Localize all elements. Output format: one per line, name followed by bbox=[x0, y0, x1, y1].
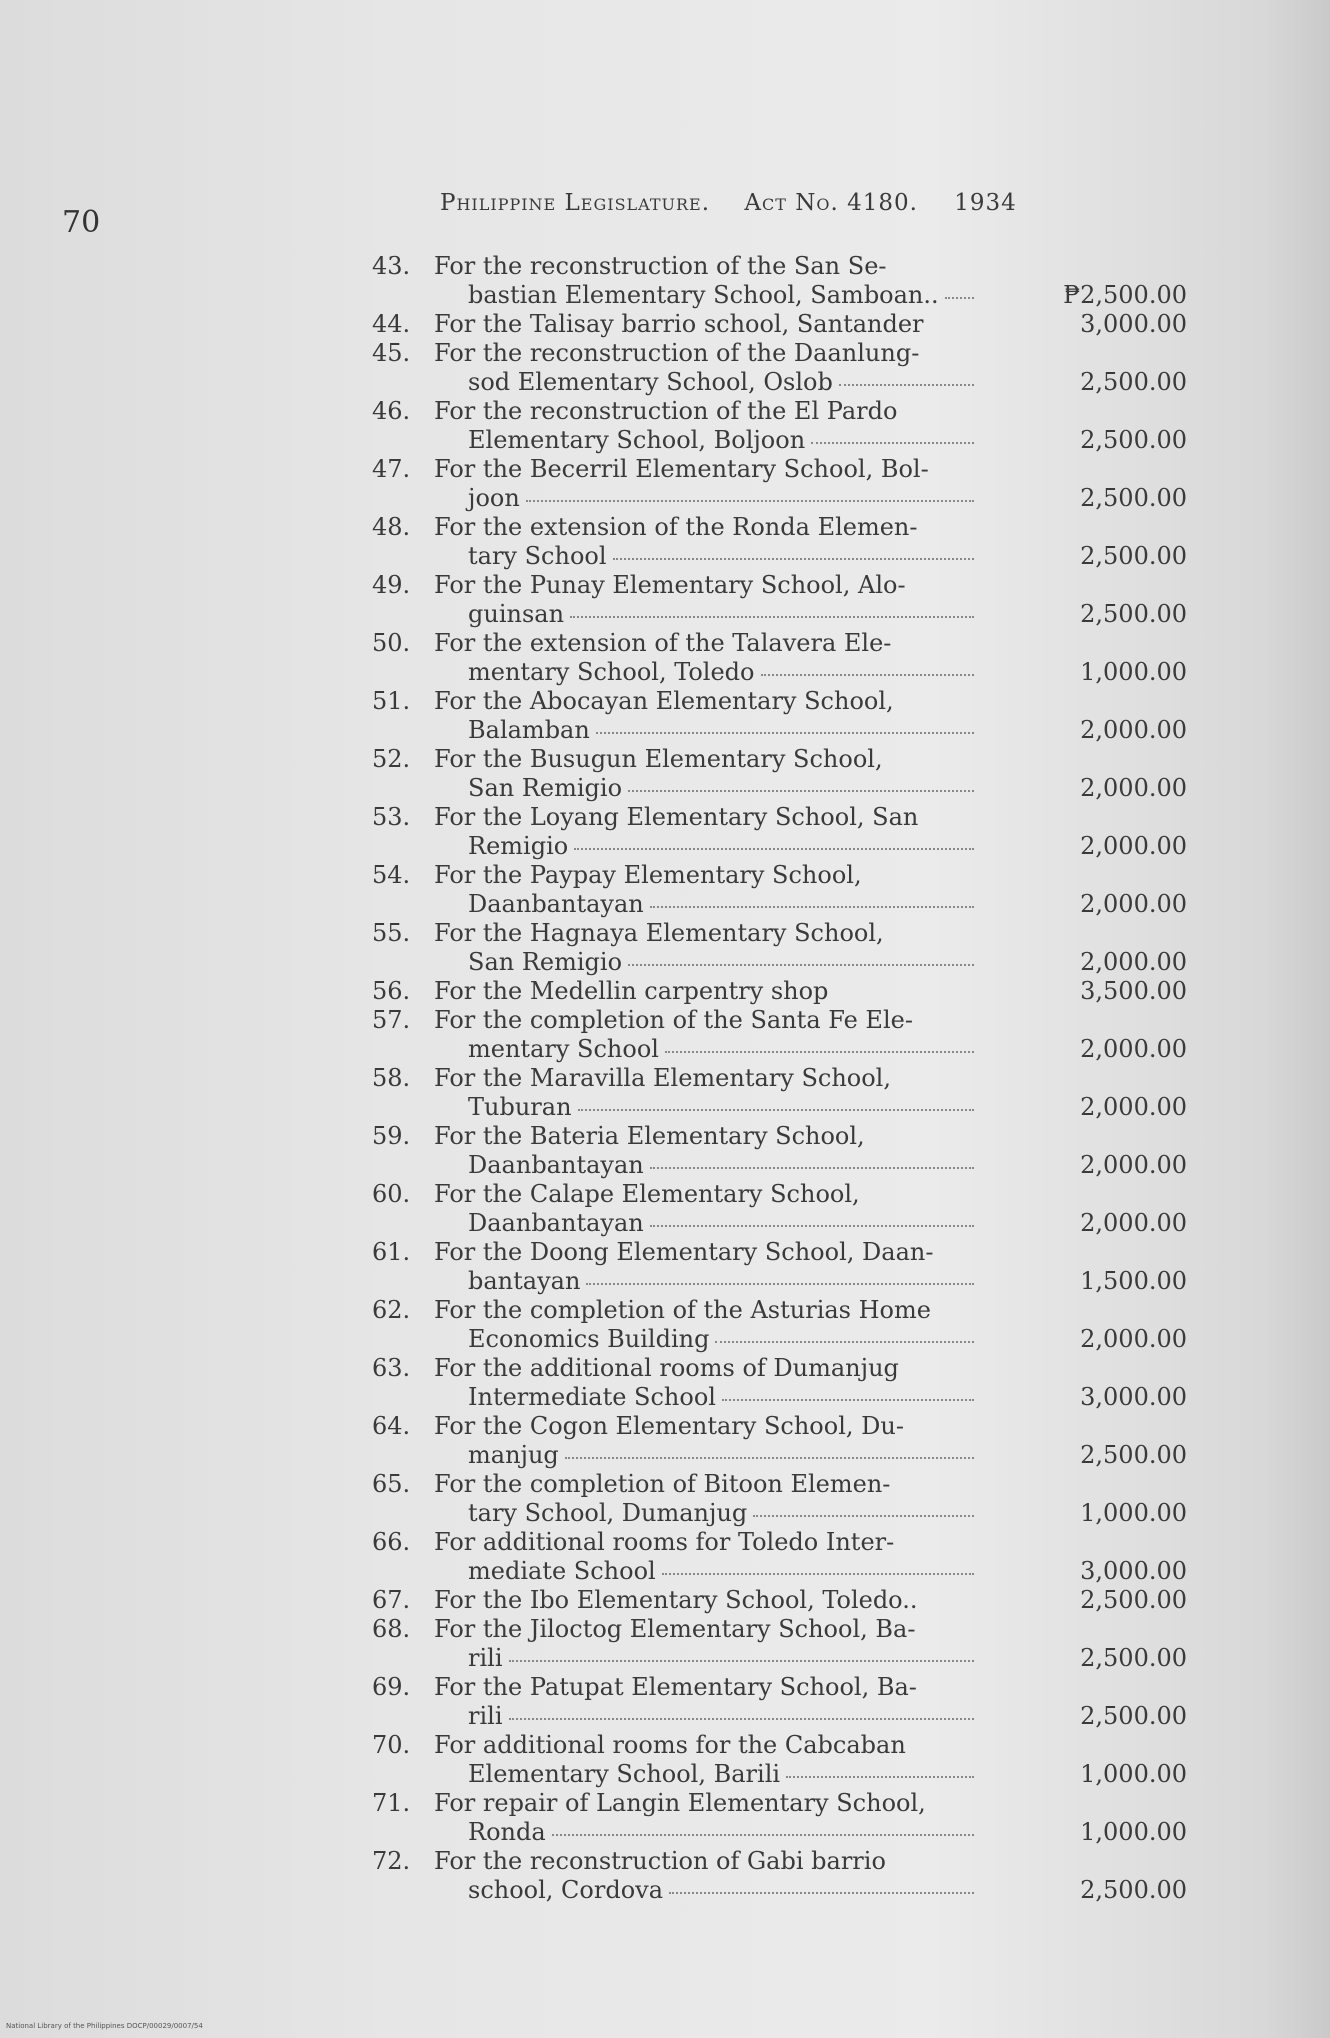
item-description bbox=[372, 1006, 982, 1064]
item-amount: 1,000.00 bbox=[1080, 1760, 1187, 1788]
item-text-line1: For the reconstruction of the El Pardo bbox=[434, 397, 898, 425]
item-number: 69. bbox=[372, 1673, 411, 1701]
item-number: 50. bbox=[372, 629, 411, 657]
item-text-line2: Daanbantayan bbox=[468, 890, 644, 918]
item-text-line1: For the Becerril Elementary School, Bol- bbox=[434, 455, 929, 483]
item-description bbox=[372, 571, 982, 629]
item-text-line1: For repair of Langin Elementary School, bbox=[434, 1789, 926, 1817]
item-amount: 2,000.00 bbox=[1080, 1035, 1187, 1063]
item-number: 61. bbox=[372, 1238, 411, 1266]
item-text-line2: bantayan bbox=[468, 1267, 581, 1295]
item-amount: 3,500.00 bbox=[1080, 977, 1187, 1005]
item-number: 62. bbox=[372, 1296, 411, 1324]
item-text-line2: tary School bbox=[468, 542, 607, 570]
item-number: 71. bbox=[372, 1789, 411, 1817]
item-amount: 2,500.00 bbox=[1080, 1586, 1187, 1614]
item-description bbox=[372, 339, 982, 397]
leader-dots bbox=[715, 1341, 974, 1343]
list-item bbox=[372, 1673, 1187, 1731]
item-description bbox=[372, 1615, 982, 1673]
item-text-line2: Balamban bbox=[468, 716, 590, 744]
item-amount: 2,500.00 bbox=[1080, 600, 1187, 628]
list-item bbox=[372, 629, 1187, 687]
item-description bbox=[372, 1064, 982, 1122]
item-description bbox=[372, 1673, 982, 1731]
item-text-line2: Elementary School, Boljoon bbox=[468, 426, 806, 454]
item-number: 51. bbox=[372, 687, 411, 715]
list-item bbox=[372, 803, 1187, 861]
leader-dots bbox=[669, 1892, 974, 1894]
leader-dots bbox=[650, 906, 974, 908]
item-text-line2: rili bbox=[468, 1644, 503, 1672]
item-description bbox=[372, 1238, 982, 1296]
item-text-line1: For additional rooms for Toledo Inter- bbox=[434, 1528, 895, 1556]
item-amount: 2,000.00 bbox=[1080, 1325, 1187, 1353]
item-amount: 2,500.00 bbox=[1080, 542, 1187, 570]
leader-dots bbox=[570, 616, 974, 618]
list-item bbox=[372, 1180, 1187, 1238]
item-amount: 2,000.00 bbox=[1080, 774, 1187, 802]
item-number: 46. bbox=[372, 397, 411, 425]
leader-dots bbox=[578, 1109, 974, 1111]
appropriation-list bbox=[372, 252, 1187, 1905]
item-amount: 2,000.00 bbox=[1080, 1151, 1187, 1179]
item-text-line1: For the Patupat Elementary School, Ba- bbox=[434, 1673, 917, 1701]
item-number: 58. bbox=[372, 1064, 411, 1092]
item-text-line2: Ronda bbox=[468, 1818, 546, 1846]
item-description bbox=[372, 1847, 982, 1905]
item-number: 52. bbox=[372, 745, 411, 773]
item-amount: 2,500.00 bbox=[1080, 1876, 1187, 1904]
list-item bbox=[372, 397, 1187, 455]
item-number: 59. bbox=[372, 1122, 411, 1150]
item-description bbox=[372, 397, 982, 455]
item-number: 45. bbox=[372, 339, 411, 367]
list-item bbox=[372, 1470, 1187, 1528]
item-text-line1: For the reconstruction of Gabi barrio bbox=[434, 1847, 886, 1875]
item-text-line1: For the Abocayan Elementary School, bbox=[434, 687, 894, 715]
list-item bbox=[372, 1006, 1187, 1064]
item-number: 56. bbox=[372, 977, 411, 1005]
leader-dots bbox=[811, 442, 974, 444]
item-description bbox=[372, 455, 982, 513]
item-number: 57. bbox=[372, 1006, 411, 1034]
item-description bbox=[372, 1354, 982, 1412]
item-description bbox=[372, 1731, 982, 1789]
leader-dots bbox=[509, 1718, 974, 1720]
item-text-line2: San Remigio bbox=[468, 774, 623, 802]
item-amount: 2,000.00 bbox=[1080, 1093, 1187, 1121]
leader-dots bbox=[574, 848, 974, 850]
leader-dots bbox=[786, 1776, 974, 1778]
item-text-line1: For the Cogon Elementary School, Du- bbox=[434, 1412, 904, 1440]
item-number: 70. bbox=[372, 1731, 411, 1759]
item-amount: 1,500.00 bbox=[1080, 1267, 1187, 1295]
item-amount: 2,500.00 bbox=[1080, 426, 1187, 454]
item-description bbox=[372, 745, 982, 803]
item-amount: 2,000.00 bbox=[1080, 716, 1187, 744]
list-item bbox=[372, 339, 1187, 397]
item-number: 66. bbox=[372, 1528, 411, 1556]
item-amount: 2,000.00 bbox=[1080, 948, 1187, 976]
item-text-line1: For the Calape Elementary School, bbox=[434, 1180, 860, 1208]
item-text-line2: rili bbox=[468, 1702, 503, 1730]
item-description bbox=[372, 1180, 982, 1238]
item-text-line1: For the Doong Elementary School, Daan- bbox=[434, 1238, 934, 1266]
leader-dots bbox=[586, 1283, 974, 1285]
item-amount: 2,500.00 bbox=[1080, 1441, 1187, 1469]
list-item bbox=[372, 687, 1187, 745]
item-text-line2: Intermediate School bbox=[468, 1383, 716, 1411]
item-number: 44. bbox=[372, 310, 411, 338]
list-item bbox=[372, 919, 1187, 977]
item-description bbox=[372, 1528, 982, 1586]
item-amount: 2,000.00 bbox=[1080, 1209, 1187, 1237]
item-amount: 2,000.00 bbox=[1080, 890, 1187, 918]
item-amount: 2,500.00 bbox=[1080, 1644, 1187, 1672]
list-item bbox=[372, 1789, 1187, 1847]
item-number: 64. bbox=[372, 1412, 411, 1440]
item-number: 55. bbox=[372, 919, 411, 947]
item-text-line2: Daanbantayan bbox=[468, 1209, 644, 1237]
item-description bbox=[372, 1586, 982, 1615]
item-text-line1: For the Hagnaya Elementary School, bbox=[434, 919, 884, 947]
item-text-line1: For the Medellin carpentry shop bbox=[434, 977, 829, 1005]
leader-dots bbox=[945, 297, 974, 299]
list-item bbox=[372, 1528, 1187, 1586]
item-number: 49. bbox=[372, 571, 411, 599]
item-text-line2: Daanbantayan bbox=[468, 1151, 644, 1179]
item-text-line2: tary School, Dumanjug bbox=[468, 1499, 748, 1527]
publication-title: Philippine Legislature. bbox=[440, 190, 711, 216]
item-description bbox=[372, 861, 982, 919]
item-amount: ₱2,500.00 bbox=[1063, 281, 1187, 309]
list-item bbox=[372, 1122, 1187, 1180]
item-number: 63. bbox=[372, 1354, 411, 1382]
item-amount: 2,000.00 bbox=[1080, 832, 1187, 860]
item-amount: 2,500.00 bbox=[1080, 368, 1187, 396]
leader-dots bbox=[552, 1834, 974, 1836]
leader-dots bbox=[650, 1167, 974, 1169]
running-head bbox=[440, 190, 1017, 216]
item-number: 60. bbox=[372, 1180, 411, 1208]
item-amount: 3,000.00 bbox=[1080, 1557, 1187, 1585]
leader-dots bbox=[596, 732, 974, 734]
leader-dots bbox=[526, 500, 974, 502]
item-description bbox=[372, 687, 982, 745]
item-amount: 2,500.00 bbox=[1080, 1702, 1187, 1730]
item-number: 72. bbox=[372, 1847, 411, 1875]
item-description bbox=[372, 1296, 982, 1354]
list-item bbox=[372, 1296, 1187, 1354]
item-amount: 1,000.00 bbox=[1080, 1818, 1187, 1846]
item-text-line1: For the Talisay barrio school, Santander bbox=[434, 310, 924, 338]
item-text-line2: Remigio bbox=[468, 832, 569, 860]
item-amount: 3,000.00 bbox=[1080, 1383, 1187, 1411]
item-text-line1: For the Paypay Elementary School, bbox=[434, 861, 862, 889]
list-item bbox=[372, 1586, 1187, 1615]
item-text-line2: Tuburan bbox=[468, 1093, 572, 1121]
list-item bbox=[372, 1354, 1187, 1412]
list-item bbox=[372, 1847, 1187, 1905]
list-item bbox=[372, 571, 1187, 629]
item-text-line1: For the Loyang Elementary School, San bbox=[434, 803, 919, 831]
leader-dots bbox=[628, 790, 974, 792]
list-item bbox=[372, 1615, 1187, 1673]
item-description bbox=[372, 629, 982, 687]
item-description bbox=[372, 310, 982, 339]
item-text-line1: For the completion of the Asturias Home bbox=[434, 1296, 931, 1324]
item-number: 54. bbox=[372, 861, 411, 889]
item-number: 68. bbox=[372, 1615, 411, 1643]
item-text-line2: San Remigio bbox=[468, 948, 623, 976]
list-item bbox=[372, 513, 1187, 571]
item-text-line1: For the Bateria Elementary School, bbox=[434, 1122, 865, 1150]
item-text-line1: For the Maravilla Elementary School, bbox=[434, 1064, 891, 1092]
item-text-line1: For the Busugun Elementary School, bbox=[434, 745, 883, 773]
item-text-line1: For the additional rooms of Dumanjug bbox=[434, 1354, 899, 1382]
list-item bbox=[372, 861, 1187, 919]
act-number: Act No. 4180. bbox=[744, 190, 918, 216]
item-description bbox=[372, 1789, 982, 1847]
list-item bbox=[372, 1412, 1187, 1470]
item-description bbox=[372, 803, 982, 861]
leader-dots bbox=[662, 1573, 974, 1575]
item-text-line2: joon bbox=[468, 484, 520, 512]
leader-dots bbox=[722, 1399, 974, 1401]
item-text-line2: guinsan bbox=[468, 600, 565, 628]
item-text-line1: For the extension of the Talavera Ele- bbox=[434, 629, 892, 657]
item-text-line1: For the Ibo Elementary School, Toledo.. bbox=[434, 1586, 918, 1614]
year: 1934 bbox=[954, 190, 1017, 216]
leader-dots bbox=[628, 964, 974, 966]
item-description bbox=[372, 513, 982, 571]
item-text-line1: For the reconstruction of the San Se- bbox=[434, 252, 887, 280]
list-item bbox=[372, 1064, 1187, 1122]
item-text-line1: For the extension of the Ronda Elemen- bbox=[434, 513, 918, 541]
item-text-line1: For the Punay Elementary School, Alo- bbox=[434, 571, 906, 599]
item-text-line2: bastian Elementary School, Samboan.. bbox=[468, 281, 939, 309]
list-item bbox=[372, 977, 1187, 1006]
item-text-line2: mediate School bbox=[468, 1557, 656, 1585]
page-number: 70 bbox=[62, 205, 101, 240]
leader-dots bbox=[565, 1457, 974, 1459]
item-text-line2: school, Cordova bbox=[468, 1876, 664, 1904]
leader-dots bbox=[665, 1051, 974, 1053]
item-amount: 2,500.00 bbox=[1080, 484, 1187, 512]
leader-dots bbox=[509, 1660, 974, 1662]
list-item bbox=[372, 1731, 1187, 1789]
item-text-line2: manjug bbox=[468, 1441, 559, 1469]
item-description bbox=[372, 977, 982, 1006]
item-description bbox=[372, 919, 982, 977]
item-text-line2: Economics Building bbox=[468, 1325, 710, 1353]
leader-dots bbox=[650, 1225, 974, 1227]
leader-dots bbox=[761, 674, 974, 676]
item-text-line2: mentary School bbox=[468, 1035, 659, 1063]
item-description bbox=[372, 1122, 982, 1180]
item-number: 53. bbox=[372, 803, 411, 831]
leader-dots bbox=[753, 1515, 974, 1517]
item-number: 48. bbox=[372, 513, 411, 541]
list-item bbox=[372, 745, 1187, 803]
item-number: 47. bbox=[372, 455, 411, 483]
item-description bbox=[372, 1412, 982, 1470]
item-description bbox=[372, 1470, 982, 1528]
leader-dots bbox=[613, 558, 974, 560]
item-description bbox=[372, 252, 982, 310]
item-number: 43. bbox=[372, 252, 411, 280]
list-item bbox=[372, 1238, 1187, 1296]
item-text-line2: sod Elementary School, Oslob bbox=[468, 368, 833, 396]
list-item bbox=[372, 310, 1187, 339]
item-amount: 3,000.00 bbox=[1080, 310, 1187, 338]
item-text-line1: For the completion of Bitoon Elemen- bbox=[434, 1470, 891, 1498]
item-amount: 1,000.00 bbox=[1080, 1499, 1187, 1527]
item-text-line2: Elementary School, Barili bbox=[468, 1760, 781, 1788]
item-number: 67. bbox=[372, 1586, 411, 1614]
leader-dots bbox=[839, 384, 974, 386]
item-text-line1: For the reconstruction of the Daanlung- bbox=[434, 339, 920, 367]
list-item bbox=[372, 252, 1187, 310]
item-text-line2: mentary School, Toledo bbox=[468, 658, 755, 686]
item-amount: 1,000.00 bbox=[1080, 658, 1187, 686]
item-text-line1: For the Jiloctog Elementary School, Ba- bbox=[434, 1615, 916, 1643]
list-item bbox=[372, 455, 1187, 513]
item-number: 65. bbox=[372, 1470, 411, 1498]
item-text-line1: For the completion of the Santa Fe Ele- bbox=[434, 1006, 913, 1034]
scan-footer-note: National Library of the Philippines DOCP/00029/0007/54 bbox=[6, 2022, 203, 2030]
item-text-line1: For additional rooms for the Cabcaban bbox=[434, 1731, 906, 1759]
